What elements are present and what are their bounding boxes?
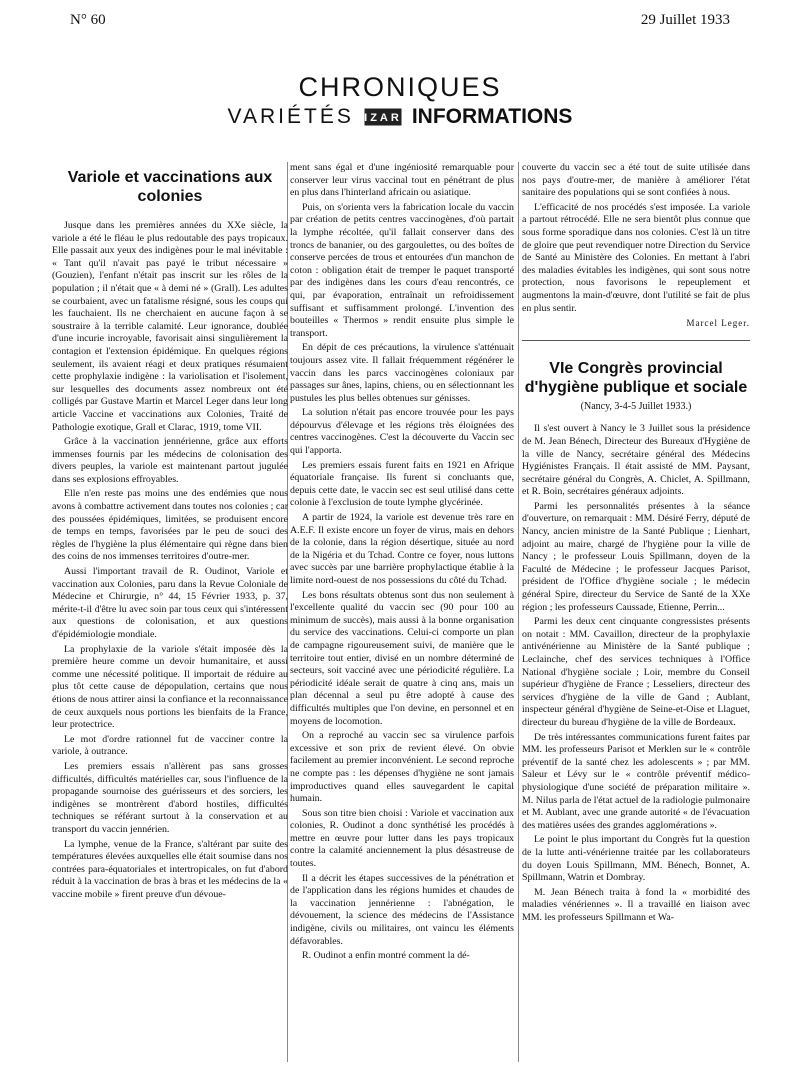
paragraph: Parmi les personnalités présentes à la séance d'ouverture, on remarquait : MM. Désiré Ferry, député de Nancy, ancien ministre de la Santé Publique ; Lienhart, adjoint au maire, chargé de l'hygiène pour la ville de Nancy ; le professeur Louis Spillmann, doyen de la Faculté de Médecine ; le professeur Jacques Parisot, président de l'Office d'hygiène sociale ; le médecin général Spire, directeur du Service de Santé de la XXe région ; les professeurs Caussade, Etienne, Perrin... [522,500,750,613]
svg-text:IZAR: IZAR [364,112,402,124]
paragraph: Les premiers essais n'allèrent pas sans grosses difficultés, difficultés matérielles car, sous l'influence de la propagande sournoise des guérisseurs et des sorciers, les indigènes se montrèrent d'abord hostiles, difficultés techniques se référant surtout à la conservation et au transport du vaccin jennérien. [52,760,288,835]
banner-logo-icon [364,108,402,126]
article-body [522,423,750,924]
banner-left-word: VARIÉTÉS [227,105,354,128]
article-title: Variole et vaccinations aux colonies [67,169,273,205]
article-body [290,162,514,963]
divider [522,340,750,341]
article-body [522,162,750,315]
section-banner [0,72,800,129]
article-body [52,220,288,901]
paragraph: Sous son titre bien choisi : Variole et vaccination aux colonies, R. Oudinot a donc synthétisé les procédés à mettre en œuvre pour lutter dans les pays tropicaux contre la calamité anciennement la plus désastreuse de toutes. [290,807,514,870]
issue-date: 29 Juillet 1933 [640,12,730,28]
paragraph: M. Jean Bénech traita à fond la « morbidité des maladies vénériennes ». Il a travaillé en liaison avec MM. les professeurs Spillmann et Wa- [522,886,750,923]
paragraph: Le point le plus important du Congrès fut la question de la lutte anti-vénérienne traitée par les collaborateurs du doyen Louis Spillmann, MM. Bénech, Bonnet, A. Spillmann, Watrin et Dombray. [522,834,750,884]
column-1 [52,160,288,903]
paragraph: R. Oudinot a enfin montré comment la dé- [302,950,470,962]
column-2 [290,162,514,965]
author-signature: Marcel Leger. [686,318,750,329]
paragraph: Parmi les deux cent cinquante congressistes présents on notait : MM. Cavaillon, directeur de la prophylaxie antivénérienne au Ministère de la Santé publique ; Leclainche, chef des services techniques à l'Office National d'hygiène sociale ; Loir, membre du Conseil supérieur d'hygiène de France ; Lesseliers, directeur des services d'hygiène de la ville de Gand ; Aublant, inspecteur général d'hygiène de Seine-et-Oise et Llaguet, directeur du bureau d'hygiène de la ville de Bordeaux. [522,616,750,728]
paragraph: La prophylaxie de la variole s'était imposée dès la première heure comme un devoir humanitaire, et aussi comme une nécessité politique. Il importait de réduire au plus tôt cette cause de dépopulation, certains que nous étions de nous attirer ainsi la confiance et la reconnaissance de ceux auxquels nous portions les bienfaits de la France, leur protectrice. [52,643,288,731]
issue-number: N° 60 [70,12,106,28]
paragraph: Les bons résultats obtenus sont dus non seulement à l'excellente qualité du vaccin sec (90 pour 100 au minimum de succès), mais aussi à la bonne organisation du service des vaccinations. Celui-ci comporte un plan de campagne rigoureusement suivi, de manière que le territoire tout entier, divisé en un nombre déterminé de secteurs, soit vacciné avec une périodicité régulière. La périodicité idéale serait de quatre à cinq ans, mais un plan décennal a seul pu être adopté à cause des difficultés multiples que l'on devine, en personnel et en moyens de locomotion. [290,589,514,727]
article-subtitle: (Nancy, 3-4-5 Juillet 1933.) [580,400,692,412]
paragraph: ment sans égal et d'une ingéniosité remarquable pour conserver leur virus vaccinal tout en pénétrant de plus en plus dans l'hinterland africain ou asiatique. [290,162,514,199]
paragraph: Il s'est ouvert à Nancy le 3 Juillet sous la présidence de M. Jean Bénech, Directeur des Bureaux d'Hygiène de la ville de Nancy, secrétaire général des Médecins Hygiénistes Français. Il était assisté de MM. Paysant, secrétaire général du Congrès, A. Chiclet, A. Spillmann, et R. Boin, secrétaires généraux adjoints. [522,423,750,498]
paragraph: En dépit de ces précautions, la virulence s'atténuait toujours assez vite. Il fallait fréquemment régénérer le vaccin dans les parcs vaccinogènes coloniaux par passages sur ânes, lapins, chiens, ou en sélectionnant les pustules les plus belles obtenues sur génisses. [290,342,514,404]
paragraph: couverte du vaccin sec a été tout de suite utilisée dans nos pays d'outre-mer, de manière à améliorer l'état sanitaire des populations qui se sont confiées à nous. [522,162,750,199]
paragraph: Aussi l'important travail de R. Oudinot, Variole et vaccination aux Colonies, paru dans la Revue Coloniale de Médecine et Chirurgie, n° 44, 15 Février 1933, p. 37, mérite-t-il d'être lu avec soin par tous ceux qui s'intéressent aux questions de colonisation, et aux questions d'épidémiologie mondiale. [52,566,288,640]
paragraph: L'efficacité de nos procédés s'est imposée. La variole a partout rétrocédé. Elle ne sera bientôt plus connue que sous forme sporadique dans nos colonies. C'est là un titre de gloire que peut revendiquer notre Direction du Service de Santé au Ministère des Colonies. En mettant à l'abri des maladies évitables les indigènes, qui sont sous notre protection, nous favorisons le repeuplement et augmentons la main-d'œuvre, dont l'utilité se fait de plus en plus sentir. [522,201,750,314]
paragraph: Grâce à la vaccination jennérienne, grâce aux efforts immenses fournis par les médecins de colonisation des divers peuples, la variole est maintenant partout jugulée dans ses explosions effroyables. [52,436,288,485]
banner-subtitle [0,105,800,129]
banner-title: CHRONIQUES [298,72,502,102]
paragraph: La lymphe, venue de la France, s'altérant par suite des températures élevées auxquelles elle était soumise dans nos contrées para-équatoriales et intertropicales, on fut d'abord réduit à la vaccination de bras à bras et les médecins de la « vaccine mobile » firent preuve d'un dévoue- [52,838,288,900]
article-title: VIe Congrès provincial d'hygiène publique et sociale [524,359,748,396]
paragraph: A partir de 1924, la variole est devenue très rare en A.E.F. Il existe encore un foyer de virus, mais en dehors de la colonie, dans la région désertique, située au nord de la Nigéria et du Tchad. Contre ce foyer, nous luttons avec succès par une barrière prophylactique établie à la limite nord-ouest de nos possessions du côté du Tchad. [290,512,514,586]
paragraph: La solution n'était pas encore trouvée pour les pays dépourvus d'élevage et les régions très éloignées des centres vaccinogènes. C'est la découverte du Vaccin sec qui l'apporta. [290,407,514,457]
paragraph: Elle n'en reste pas moins une des endémies que nous avons à combattre activement dans toutes nos colonies ; car des poussées épidémiques, limitées, se produisent encore de temps en temps, favorisées par le peu de souci des règles de l'hygiène la plus élémentaire qui règne dans bien des coins de nos immenses territoires d'outre-mer. [52,488,288,563]
paragraph: Jusque dans les premières années du XXe siècle, la variole a été le fléau le plus redoutable des pays tropicaux. Elle passait aux yeux des indigènes pour le mal inévitable : « Tant qu'il n'avait pas payé le tribut nécessaire » (Gouzien), l'enfant n'était pas inscrit sur les rôles de la population ; il n'était que « à demi né » (Grall). Les adultes se courbaient, avec un fatalisme résigné, sous les coups qui les fauchaient. Ils ne cherchaient en aucune façon à se soustraire à la terrible calamité. Leur ignorance, doublée d'une incurie incroyable, favorisait ainsi singulièrement la contagion et l'extension épidémique. En quelques régions seulement, ils avaient réagi et deux pratiques résumaient cette prophylaxie indigène : la variolisation et l'isolement, sur lesquelles des documents assez nombreux ont été colligés par Gustave Martin et Marcel Leger dans leur long article Vaccine et vaccinations aux Colonies, Traité de Pathologie exotique, Grall et Clarac, 1919, tome VII. [52,220,288,433]
column-3 [522,162,750,926]
column-rule [518,162,519,1062]
paragraph: On a reproché au vaccin sec sa virulence parfois excessive et son prix de revient élevé. On obvie facilement au premier inconvénient. Le second reproche ne compte pas : les dépenses d'hygiène ne sont jamais improductives quand elles sauvegardent le capital humain. [290,730,514,805]
paragraph: Puis, on s'orienta vers la fabrication locale du vaccin par création de petits centres vaccinogènes, d'où partait la lymphe récoltée, qu'il fallait conserver dans des troncs de bananier, ou des gargoulettes, ou des boîtes de conserve percées de trous et entourées d'un manchon de coton : obligation était de tremper le paquet transporté par des indigènes dans les cours d'eau rencontrés, ce qui, par évaporation, entraînait un refroidissement suffisant et suffisamment prolongé. L'invention des bouteilles « Thermos » rendit ensuite plus simple le transport. [290,201,514,339]
paragraph: Les premiers essais furent faits en 1921 en Afrique équatoriale française. Ils furent si concluants que, depuis cette date, le vaccin sec est seul utilisé dans cette colonie à l'exclusion de toute lymphe glycérinée. [290,459,514,509]
paragraph: Il a décrit les étapes successives de la pénétration et de l'application dans les régions humides et chaudes de la vaccination jennérienne : l'abnégation, le dévouement, la science des médecins de l'Assistance indigène, civils ou militaires, ont vaincu les éléments défavorables. [290,872,514,947]
paragraph: Le mot d'ordre rationnel fut de vacciner contre la variole, à outrance. [52,733,288,758]
banner-right-word: INFORMATIONS [411,105,573,128]
paragraph: De très intéressantes communications furent faites par MM. les professeurs Parisot et Merklen sur le « contrôle préventif de la santé chez les adolescents » ; par MM. Saleur et Lévy sur le « contrôle préventif médico-physiologique d'une société de préparation militaire ». M. Nilus parla de l'état actuel de la radiologie pulmonaire et M. Aublant, avec une grande autorité « de l'évacuation des matières usées des grandes agglomérations ». [522,731,750,831]
